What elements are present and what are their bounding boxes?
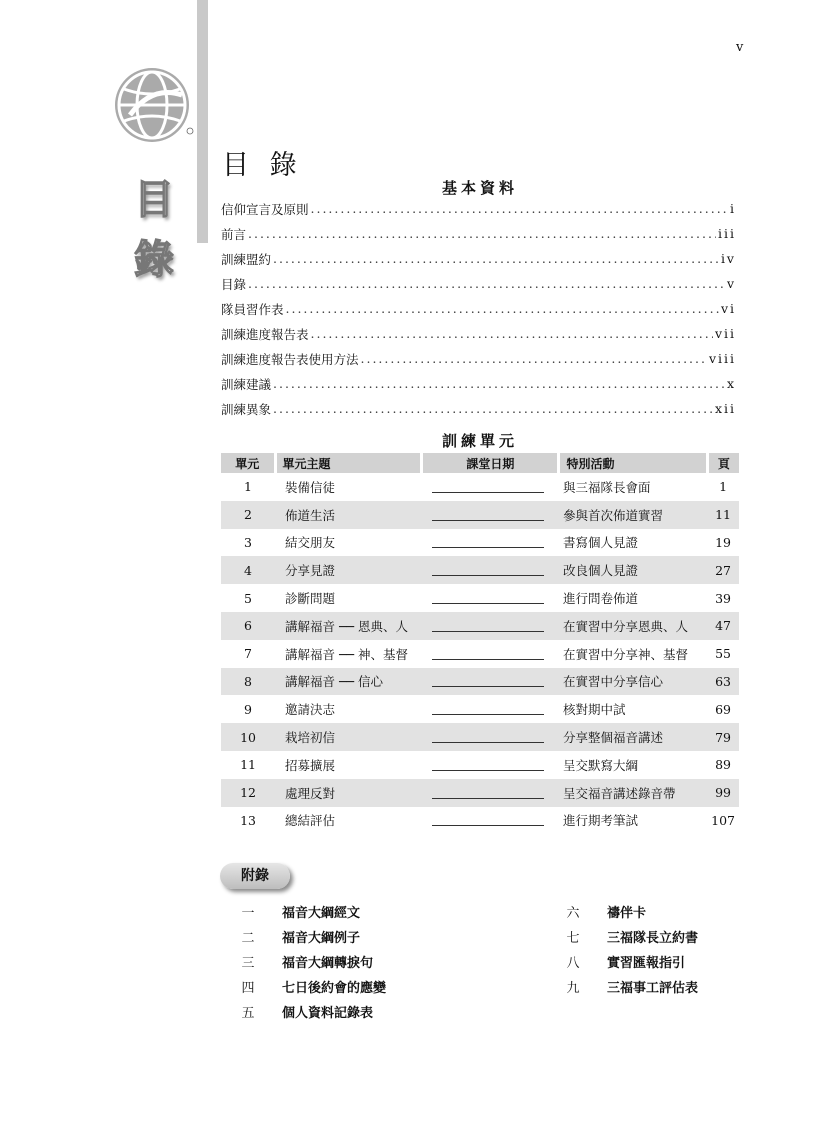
appendix-item[interactable] [228, 952, 373, 971]
unit-number: 12 [221, 779, 275, 807]
unit-row[interactable] [221, 807, 739, 835]
unit-page: 55 [715, 646, 732, 662]
toc-label: 訓練進度報告表使用方法 [221, 351, 359, 367]
date-blank-line[interactable] [432, 561, 544, 576]
unit-topic: 栽培初信 [275, 723, 422, 751]
unit-number: 9 [244, 701, 252, 717]
appendix-number: 八 [566, 956, 580, 971]
unit-activity: 在實習中分享神、基督 [562, 646, 688, 662]
unit-date-cell [422, 640, 559, 668]
basic-section-heading: 基本資料 [441, 179, 518, 197]
units-table [221, 453, 739, 834]
toc-page: x [726, 376, 736, 391]
appendix-item[interactable] [228, 1002, 373, 1021]
appendix-number: 五 [241, 1006, 255, 1021]
unit-topic: 講解福音 ── 信心 [275, 668, 422, 696]
appendix-title: 三福事工評估表 [607, 981, 699, 996]
unit-activity: 參與首次佈道實習 [559, 501, 707, 529]
toc-label: 信仰宣言及原則 [221, 201, 309, 217]
unit-topic: 診斷問題 [285, 591, 336, 607]
col-header-date: 課堂日期 [422, 453, 559, 473]
toc-label: 訓練盟約 [221, 251, 272, 267]
unit-date-cell [422, 473, 559, 501]
date-blank-line[interactable] [432, 589, 544, 604]
unit-number: 1 [244, 479, 252, 495]
appendix-number: 七 [566, 931, 580, 946]
toc-page: xii [714, 401, 736, 416]
unit-row[interactable] [221, 668, 739, 696]
unit-row[interactable] [221, 779, 739, 807]
unit-topic: 結交朋友 [285, 535, 336, 551]
date-blank-line[interactable] [432, 506, 544, 521]
appendix-title: 實習匯報指引 [607, 956, 686, 971]
unit-page: 27 [707, 556, 739, 584]
toc-page: viii [708, 351, 736, 366]
unit-row[interactable] [221, 501, 739, 529]
unit-activity: 在實習中分享信心 [559, 668, 707, 696]
toc-leader [273, 376, 725, 391]
toc-leader [311, 201, 728, 216]
appendix-title: 福音大綱轉捩句 [282, 956, 374, 971]
unit-page: 11 [707, 501, 739, 529]
appendix-item[interactable] [553, 902, 646, 921]
page-number: v [736, 40, 744, 55]
unit-number: 11 [240, 757, 256, 773]
units-header-row [221, 453, 739, 473]
toc-item[interactable] [221, 346, 736, 371]
toc-label: 隊員習作表 [221, 301, 284, 317]
unit-activity: 與三福隊長會面 [562, 479, 651, 495]
unit-number: 3 [244, 534, 252, 550]
unit-page: 63 [707, 668, 739, 696]
toc-page: v [726, 276, 736, 291]
unit-topic: 分享見證 [275, 556, 422, 584]
toc-leader [286, 301, 719, 316]
appendix-title: 禱伴卡 [607, 906, 647, 921]
appendix-item[interactable] [228, 902, 360, 921]
units-section-heading: 訓練單元 [441, 432, 518, 450]
unit-topic: 講解福音 ── 恩典、人 [275, 612, 422, 640]
unit-activity: 核對期中試 [562, 702, 626, 718]
toc-leader [311, 326, 713, 341]
date-blank-line[interactable] [432, 533, 544, 548]
col-header-activity: 特別活動 [559, 453, 707, 473]
units-table-body [221, 473, 739, 834]
unit-topic: 邀請決志 [285, 702, 336, 718]
appendix-item[interactable] [228, 927, 360, 946]
col-header-unit: 單元 [221, 453, 275, 473]
date-blank-line[interactable] [432, 811, 544, 826]
unit-row[interactable] [221, 556, 739, 584]
unit-date-cell [422, 695, 559, 723]
date-blank-line[interactable] [432, 784, 544, 799]
unit-number: 10 [221, 723, 275, 751]
toc-label: 訓練建議 [221, 376, 272, 392]
unit-row[interactable] [221, 751, 739, 779]
unit-date-cell [422, 723, 559, 751]
col-header-topic: 單元主題 [275, 453, 422, 473]
page-title: 目 錄 [222, 150, 303, 181]
toc-label: 訓練異象 [221, 401, 272, 417]
appendix-item[interactable] [553, 952, 685, 971]
unit-date-cell [422, 584, 559, 612]
toc-item[interactable] [221, 246, 736, 271]
unit-topic: 招募擴展 [285, 757, 336, 773]
unit-page: 89 [715, 757, 732, 773]
appendix-item[interactable] [553, 977, 698, 996]
toc-label: 訓練進度報告表 [221, 326, 309, 342]
unit-activity: 在實習中分享恩典、人 [559, 612, 707, 640]
toc-item[interactable] [221, 371, 736, 396]
date-blank-line[interactable] [432, 617, 544, 632]
unit-date-cell [422, 668, 559, 696]
appendix-item[interactable] [228, 977, 386, 996]
globe-logo-icon [112, 65, 194, 147]
appendix-title: 七日後約會的應變 [282, 981, 387, 996]
unit-row[interactable] [221, 612, 739, 640]
appendix-number: 六 [566, 906, 580, 921]
appendix-title: 福音大綱例子 [282, 931, 361, 946]
unit-page: 1 [719, 479, 728, 495]
toc-page: vi [720, 301, 736, 316]
unit-date-cell [422, 501, 559, 529]
toc-leader [361, 351, 707, 366]
side-char-lu: 錄 [134, 237, 174, 283]
date-blank-line[interactable] [432, 645, 544, 660]
basic-toc-list [221, 196, 736, 421]
unit-date-cell [422, 556, 559, 584]
unit-topic: 處理反對 [275, 779, 422, 807]
unit-number: 4 [221, 556, 275, 584]
unit-number: 6 [221, 612, 275, 640]
toc-leader [273, 401, 713, 416]
toc-item[interactable] [221, 396, 736, 421]
unit-date-cell [422, 751, 559, 779]
unit-page: 39 [715, 590, 732, 606]
toc-leader [248, 226, 716, 241]
unit-activity: 呈交福音講述錄音帶 [559, 779, 707, 807]
toc-label: 前言 [221, 226, 247, 242]
unit-row[interactable] [221, 473, 739, 501]
appendix-number: 九 [566, 981, 580, 996]
unit-row[interactable] [221, 529, 739, 557]
date-blank-line[interactable] [432, 756, 544, 771]
toc-leader [248, 276, 725, 291]
unit-page: 47 [707, 612, 739, 640]
side-tab-bar [197, 0, 208, 243]
date-blank-line[interactable] [432, 478, 544, 493]
unit-row[interactable] [221, 723, 739, 751]
unit-activity: 改良個人見證 [559, 556, 707, 584]
unit-page: 99 [707, 779, 739, 807]
appendix-badge: 附錄 [220, 863, 290, 889]
unit-row[interactable] [221, 584, 739, 612]
toc-page: iv [720, 251, 736, 266]
unit-row[interactable] [221, 695, 739, 723]
unit-page: 79 [707, 723, 739, 751]
toc-leader [273, 251, 719, 266]
toc-item[interactable] [221, 221, 736, 246]
date-blank-line[interactable] [432, 700, 544, 715]
toc-page: i [730, 201, 736, 216]
unit-date-cell [422, 612, 559, 640]
toc-label: 目錄 [221, 276, 247, 292]
unit-number: 8 [221, 668, 275, 696]
appendix-title: 三福隊長立約書 [607, 931, 699, 946]
unit-topic: 講解福音 ── 神、基督 [285, 646, 409, 662]
unit-row[interactable] [221, 640, 739, 668]
appendix-number: 二 [241, 931, 255, 946]
appendix-title: 福音大綱經文 [282, 906, 361, 921]
unit-activity: 書寫個人見證 [562, 535, 638, 551]
unit-topic: 佈道生活 [275, 501, 422, 529]
unit-activity: 進行問卷佈道 [562, 591, 638, 607]
unit-topic: 裝備信徒 [285, 479, 336, 495]
unit-number: 7 [244, 646, 252, 662]
toc-page: iii [718, 226, 736, 241]
unit-number: 5 [244, 590, 252, 606]
unit-date-cell [422, 779, 559, 807]
unit-page: 19 [715, 534, 732, 550]
toc-item[interactable] [221, 321, 736, 346]
unit-number: 2 [221, 501, 275, 529]
side-char-mu: 目 [134, 177, 174, 223]
unit-number: 13 [240, 812, 256, 828]
unit-activity: 分享整個福音講述 [559, 723, 707, 751]
appendix-number: 一 [241, 906, 255, 921]
unit-activity: 進行期考筆試 [562, 813, 638, 829]
unit-date-cell [422, 529, 559, 557]
unit-page: 107 [711, 812, 735, 828]
toc-page: vii [714, 326, 736, 341]
toc-item[interactable] [221, 296, 736, 321]
appendix-number: 三 [241, 956, 255, 971]
appendix-title: 個人資料記錄表 [282, 1006, 374, 1021]
col-header-page: 頁 [707, 453, 739, 473]
unit-page: 69 [715, 701, 732, 717]
unit-activity: 呈交默寫大綱 [562, 757, 638, 773]
unit-topic: 總結評估 [285, 813, 336, 829]
date-blank-line[interactable] [432, 728, 544, 743]
unit-date-cell [422, 807, 559, 835]
appendix-item[interactable] [553, 927, 698, 946]
appendix-number: 四 [241, 981, 255, 996]
toc-item[interactable] [221, 271, 736, 296]
date-blank-line[interactable] [432, 672, 544, 687]
toc-item[interactable] [221, 196, 736, 221]
